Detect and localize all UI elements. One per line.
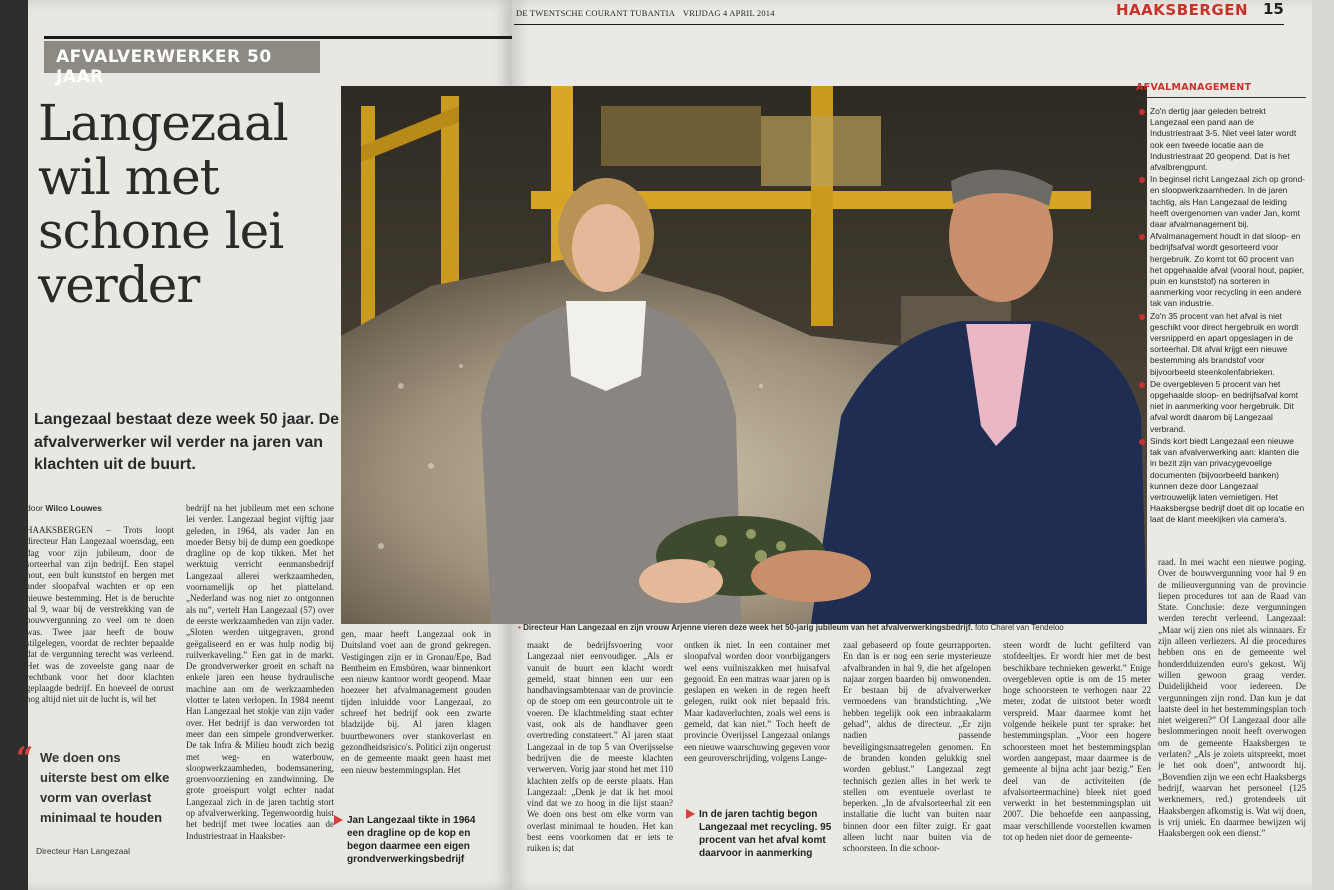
paper-name: DE TWENTSCHE COURANT TUBANTIA	[516, 8, 675, 18]
byline-author: Wilco Louwes	[45, 503, 102, 513]
region-label: HAAKSBERGEN	[1116, 1, 1249, 19]
pullquote-1	[347, 814, 487, 866]
sidebar-item: De overgebleven 5 procent van het opgehaalde sloop- en bedrijfsafval komt niet in aanmerking voor hergebruik. Dit afval wordt daarom bij Langezaal verbrand.	[1136, 379, 1306, 435]
article-column-5: ontken ik niet. In een container met sloopafval worden door voorbijgangers wel eens vuilniszakken met huisafval gegooid. En een matras waar jaren op is geslapen en weken in de regen heeft gelegen, ruikt ook niet bepaald fris. Maar kadaverluchten, zoals wel eens is gemeld, dat kan niet.” Toch heeft de provincie Overijssel Langezaal onlangs een nieuwe waarschuwing gegeven voor een geuroverschrijding, volgens Lange-	[684, 640, 830, 763]
photo-caption	[518, 623, 1064, 632]
sidebar-item: Zo'n dertig jaar geleden betrekt Langezaal een pand aan de Industriestraat 3-5. Niet veel later wordt ook een tweede locatie aan de Industriestraat 20 geopend. Dat is het afvalbrengpunt.	[1136, 106, 1306, 173]
headline: Langezaal wil met schone lei verder	[38, 94, 288, 314]
sidebar-item: In beginsel richt Langezaal zich op grond- en sloopwerkzaamheden. In de jaren tachtig, als Han Langezaal de leiding heeft overgenomen van vader Jan, komt daar afvalmanagement bij.	[1136, 174, 1306, 230]
article-photo	[341, 86, 1147, 624]
sidebar-title: AFVALMANAGEMENT	[1136, 82, 1306, 98]
sidebar-item: Zo'n 35 procent van het afval is niet geschikt voor direct hergebruik en wordt versnipperd en apart opgeslagen in de sorteerhal. Dit afval krijgt een nieuwe bestemming als brandstof voor bijvoorbeeld steenkolenfabrieken.	[1136, 311, 1306, 378]
photo-credit: foto Charel van Tendeloo	[974, 623, 1064, 632]
byline	[26, 503, 102, 513]
pullquote-text: Jan Langezaal tikte in 1964 een dragline op de kop en begon daarmee een eigen grondverwerkingsbedrijf	[347, 815, 476, 865]
triangle-icon	[686, 809, 695, 819]
photo-illustration	[341, 86, 1147, 624]
sidebar-item: Sinds kort biedt Langezaal een nieuwe tak van afvalverwerking aan: klanten die in bezit zijn van privacygevoelige documenten (bijvoorbeeld banken) kunnen deze door Langezaal vertrouwelijk laten vernietigen. Het Haaksbergse bedrijf doet dit op locatie en laat de klant meekijken via camera's.	[1136, 436, 1306, 526]
byline-prefix: door	[26, 503, 44, 513]
section-tag: AFVALVERWERKER 50 JAAR	[44, 41, 320, 73]
sidebar-item: Afvalmanagement houdt in dat sloop- en bedrijfsafval wordt gesorteerd voor hergebruik. Zo komt tot 60 procent van het opgehaalde afval (vooral hout, papier, puin en kunststof) na sorteren in aanmerking voor recycling in een andere tak van industrie.	[1136, 231, 1306, 309]
sidebar-factbox	[1136, 82, 1306, 562]
quote-mark-icon: “	[16, 741, 34, 776]
header-rule	[514, 24, 1284, 25]
sidebar-list	[1136, 106, 1306, 526]
page-number: 15	[1263, 0, 1284, 18]
quote-source: Directeur Han Langezaal	[36, 846, 131, 856]
article-column-6: zaal gebaseerd op foute geurrapporten. En dan is er nog een serie mysterieuze afvalbranden in hal 9, die het afgelopen najaar zorgen baarden bij omwonenden. Er bestaan bij de afvalverwerker vermoedens van brandstichting. „We hebben tegelijk ook een inbraakalarm gehad”, aldus de directeur. „Er zijn nadien passende beveiligingsmaatregelen genomen. En de branden konden gelukkig snel worden geblust.” Langezaal zegt technisch gezien alles in het werk te stellen om eventuele overlast te beperken. „In de afvalsorteerhal zit een installatie die lucht van buiten naar binnen door een filter zuigt. Er gaat alleen lucht naar buiten via de schoorsteen. In die schoor-	[843, 640, 991, 854]
page-edge	[1312, 0, 1334, 890]
pullquote-2	[699, 808, 837, 860]
caption-triangle-icon: ▪	[518, 623, 521, 632]
quote-text: We doen ons uiterste best om elke vorm van overlast minimaal te houden	[40, 750, 170, 825]
article-column-4: maakt de bedrijfsvoering voor Langezaal niet eenvoudiger. „Als er vanuit de buurt een klacht wordt gemeld, staat binnen een uur een handhavingsambtenaar van de provincie op de stoep om een geurcontrole uit te voeren. De klachtmelding staat echter vast, ook als de handhaver geen overtreding constateert.” Al jaren staat Langezaal in de top 5 van Overijsselse bedrijven die de meeste klachten verwerven. Vorig jaar stond het met 110 klachten zelfs op de eerste plaats. Han Langezaal: „Denk je dat ik het mooi vind dat we zo hoog in die lijst staan? We doen ons best om elke vorm van overlast minimaal te houden. Het kan best eens voorkomen dat er iets te ruiken is; dat	[527, 640, 673, 854]
pullquote-text: In de jaren tachtig begon Langezaal met recycling. 95 procent van het afval komt daarvoor in aanmerking	[699, 809, 832, 859]
header-rule	[44, 36, 512, 39]
caption-text: Directeur Han Langezaal en zijn vrouw Arjenne vieren deze week het 50-jarig jubileum van het afvalverwerkingsbedrijf.	[523, 623, 973, 632]
article-column-8: raad. In mei wacht een nieuwe poging. Over de bouwvergunning voor hal 9 en de milieuvergunning van de provincie liepen procedures tot aan de Raad van State. Conclusie: deze vergunningen werden terecht verleend. Langezaal: „Maar wij zien ons niet als winnaars. Er zijn alleen verliezers. Al die procedures hebben ons en de gemeente wel honderdduizenden euro's gekost. Wij willen gewoon graag verder. Duidelijkheid voor iedereen. De vergunningen zijn rond. Dan kun je dat laatste deel in het bestemmingsplan toch niet weigeren?” Of Langezaal door alle beslommeringen nooit heeft overwogen om de gemeente Haaksbergen te verlaten? „Als je zoiets uitspreekt, moet je het ook doen”, antwoordt hij. „Bovendien zijn we een echt Haaksbergs bedrijf, waarvan het personeel (125 werknemers, red.) grotendeels uit Haaksbergen afkomstig is. Wat wij doen, is vrij uniek. En daarmee bewijzen wij Haaksbergen ook een dienst.”	[1158, 557, 1306, 839]
intro-text: Langezaal bestaat deze week 50 jaar. De afvalverwerker wil verder na jaren van klachten uit de buurt.	[34, 411, 340, 473]
article-column-2: bedrijf na het jubileum met een schone lei verder. Langezaal begint vijftig jaar geleden, in 1964, als vader Jan en moeder Betsy bij de dump een goedkope dragline op de kop tikken. Met het werktuig verricht eenmansbedrijf Langezaal allerei werkzaamheden, voornamelijk op het platteland. „Nederland was nog niet zo ontgonnen als nu”, vertelt Han Langezaal (57) over de eerste werkzaamheden van zijn vader. „Sloten werden uitgegraven, grond geëgaliseerd en er was hulp nodig bij ruilverkaveling.” Een gat in de markt. De grondverwerker groeit en schaft na enkele jaren een heuse hydraulische machine aan om de werkzaamheden vlotter te laten verlopen. In 1984 neemt Han Langezaal het stokje van zijn vader over. Het bedrijf is dan verworden tot meer dan een simpele grondverwerker. De tak Infra & Milieu houdt zich bezig met weg- en waterbouw, sloopwerkzaamheden, bodemsanering, groenvoorziening en zandwinning. De grote groeispurt volgt echter nadat Langezaal zich in de jaren tachtig stort op afvalverwerking. Tegenwoordig huist het bedrijf met twee locaties aan de Industriestraat in Haaksber-	[186, 503, 334, 841]
issue-date: VRIJDAG 4 APRIL 2014	[682, 8, 775, 18]
triangle-icon	[334, 815, 343, 825]
article-column-1: HAAKSBERGEN – Trots loopt directeur Han Langezaal woensdag, een dag voor zijn jubileum, door de sorteerhal van zijn bedrijf. Een stapel hout, een bult kunststof en bergen met ander sloopafval wachten er op een nieuwe bestemming. Het is de beruchte hal 9, waar bij de verstrekking van de bouwvergunning zo veel om te doen was. Twee jaar heeft de bouw stilgelegen, voordat de rechter bepaalde dat de vergunning terecht was verleend. Het was de zoveelste gang naar de rechtbank voor het door klachten geplaagde bedrijf. En hoeveel de onrust nog altijd niet uit de lucht is, wil het	[26, 525, 174, 705]
article-column-3: gen, maar heeft Langezaal ook in Duitsland voet aan de grond gekregen. Vestigingen zijn er in Gronau/Epe, Bad Bentheim en Emsbüren, waar binnenkort een nieuw kantoor wordt geopend. Maar hoezeer het afvalmanagement gouden tijden inluidde voor Langezaal, zo schreef het bedrijf ook een zwarte bladzijde bij. Al jaren klagen buurtbewoners over stankoverlast en gezondheidsrisico's. Politici zijn ongerust en de gemeente maakt geen haast met een nieuw bestemmingsplan. Het	[341, 629, 491, 775]
article-column-7: steen wordt de lucht gefilterd van stofdeeltjes. Er wordt hier met de best beschikbare technieken gewerkt.” Enige overgebleven optie is om de 15 meter hoge schoorsteen te verhogen naar 22 meter, zodat de uitstoot beter wordt verspreid. Maar daarmee komt het volgende heikele punt ter sprake: het bestemmingsplan. „Voor een hogere schoorsteen moet het bestemmingsplan worden aangepast, maar daarmee is de gemeente al bijna acht jaar bezig.” Een deel van de activiteiten (de afvalsorteermachine) bleek niet goed verwerkt in het bestemmingsplan uit 2007. Die behoefde een aanpassing, maar verschillende voorstellen kwamen tot op heden niet door de gemeente-	[1003, 640, 1151, 843]
paper-header	[516, 8, 775, 18]
